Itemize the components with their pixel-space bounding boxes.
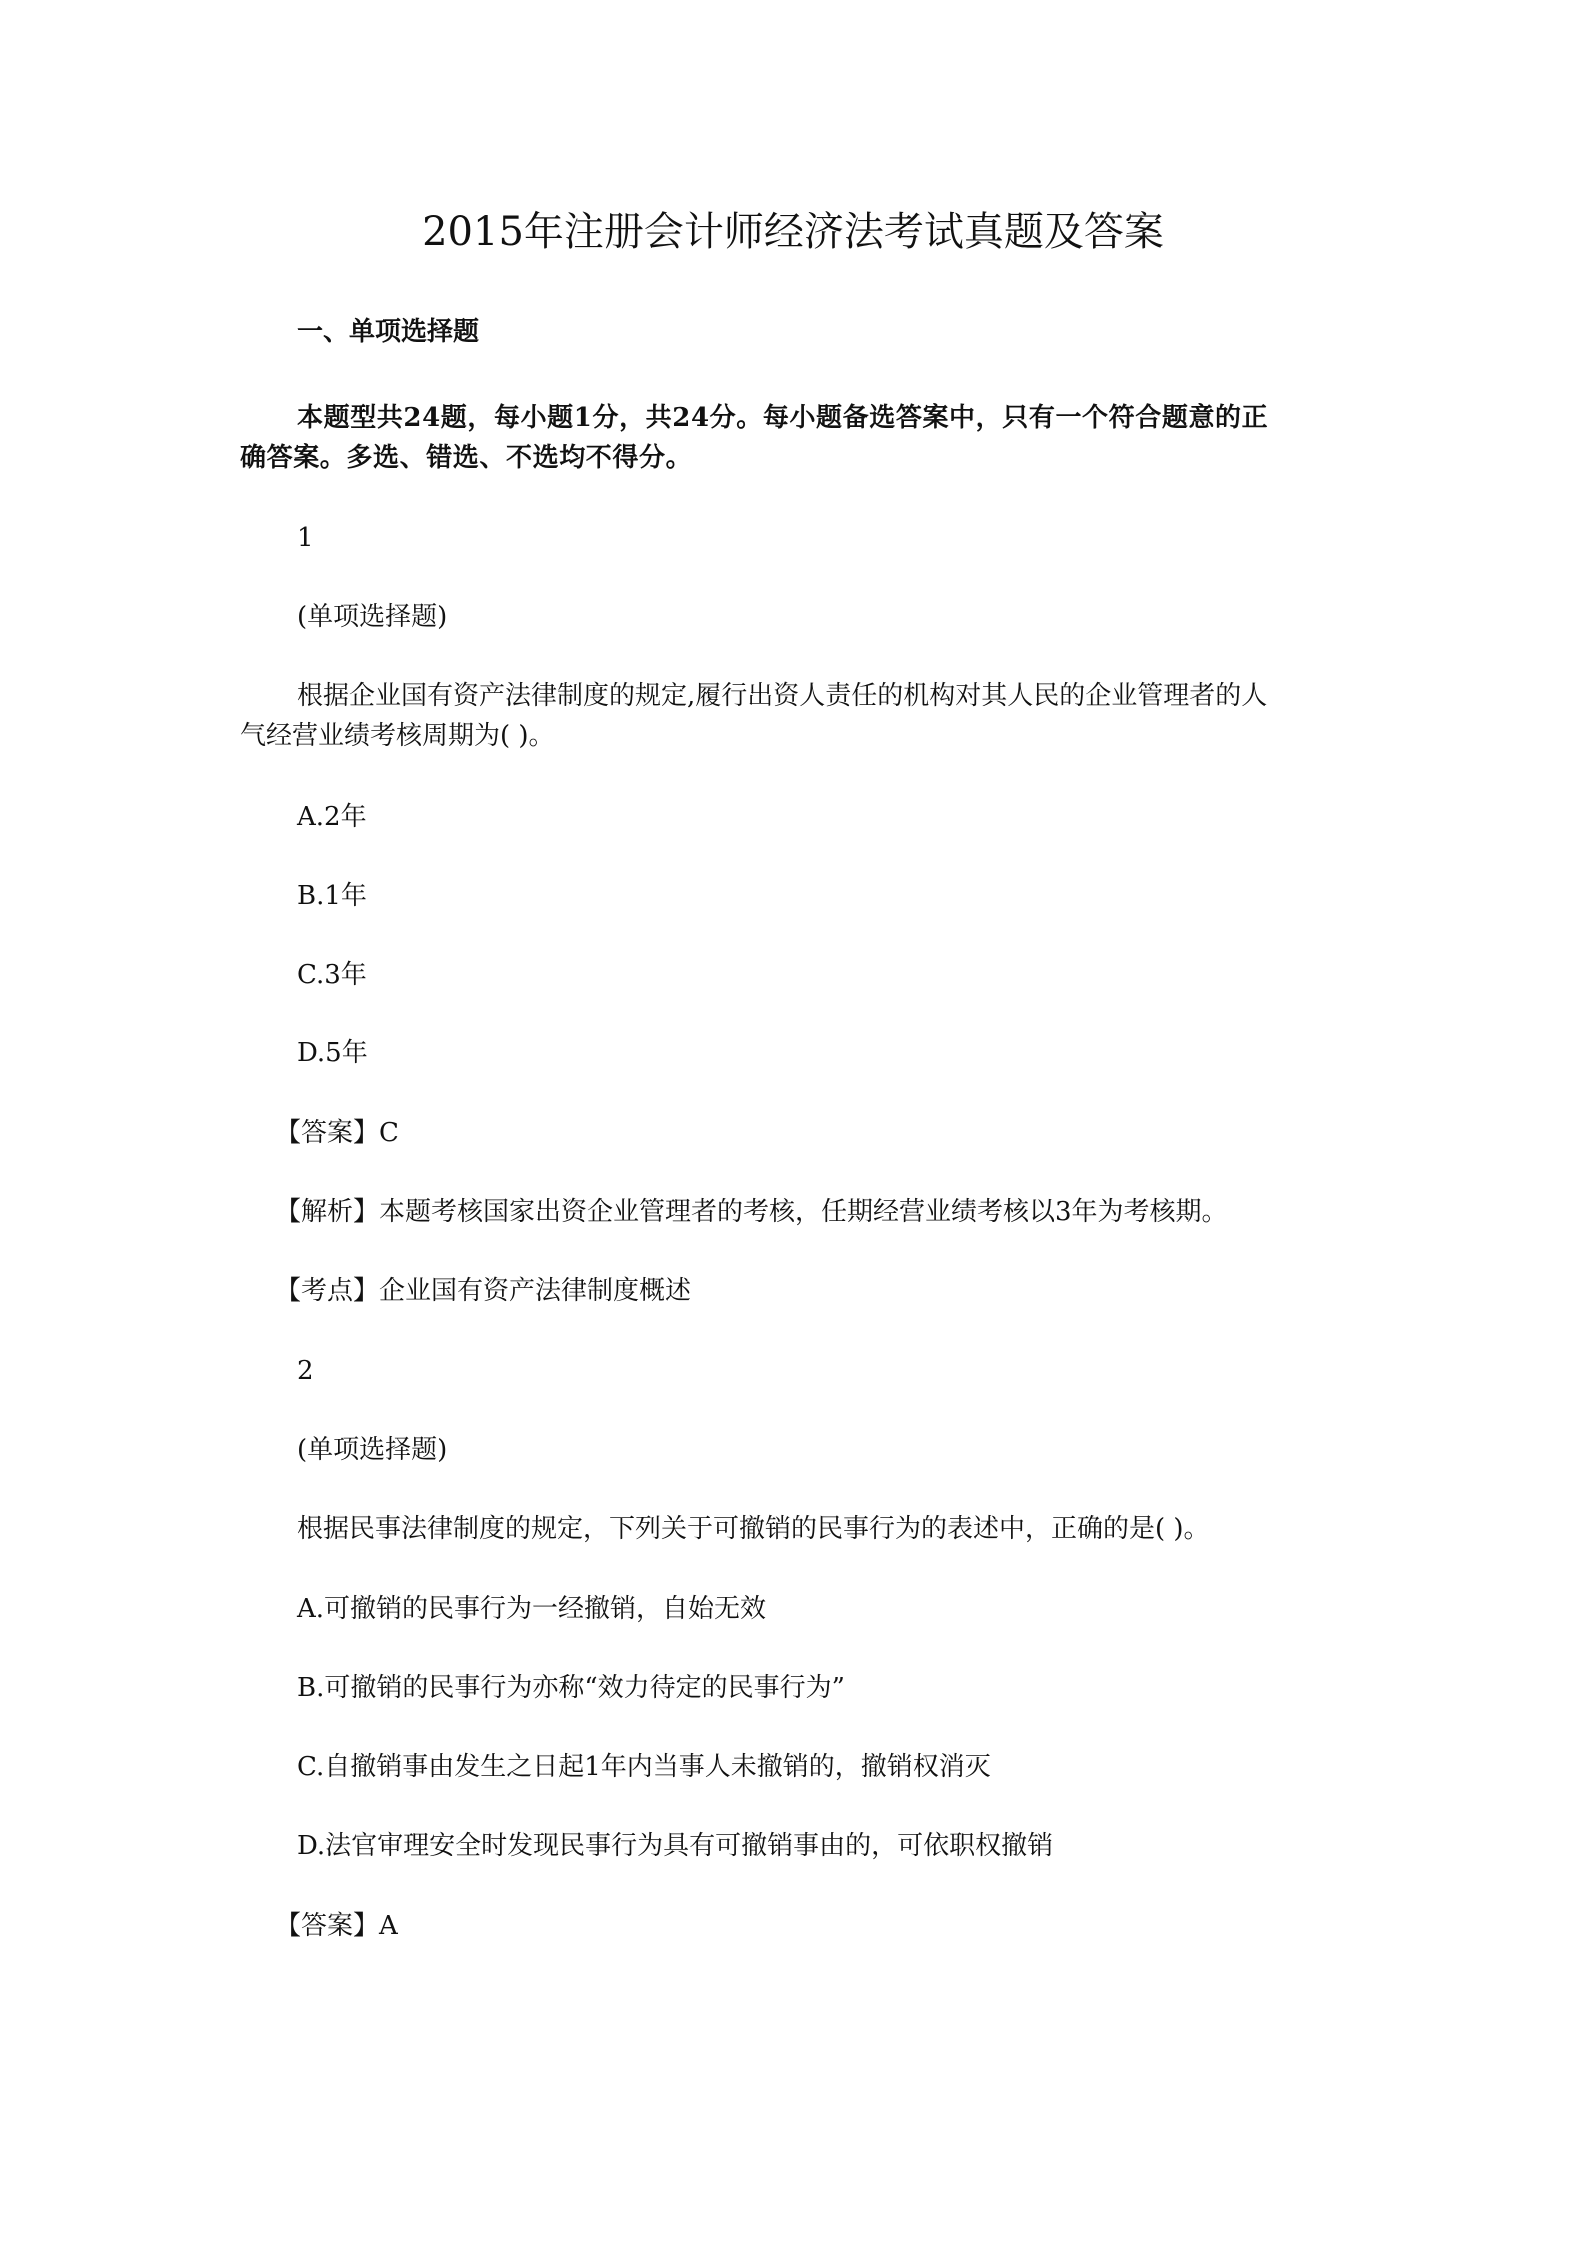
question-stem: 根据民事法律制度的规定，下列关于可撤销的民事行为的表述中，正确的是( )。 bbox=[297, 1514, 1210, 1544]
question-stem-line-1: 根据企业国有资产法律制度的规定,履行出资人责任的机构对其人民的企业管理者的人 bbox=[297, 681, 1268, 711]
answer: 【答案】A bbox=[275, 1911, 398, 1941]
question-number: 2 bbox=[297, 1356, 314, 1386]
option-b: B.1年 bbox=[297, 881, 367, 911]
question-number: 1 bbox=[297, 523, 314, 553]
option-c: C.自撤销事由发生之日起1年内当事人未撤销的，撤销权消灭 bbox=[297, 1752, 991, 1782]
option-d: D.5年 bbox=[297, 1038, 368, 1068]
instructions-line-1: 本题型共24题，每小题1分，共24分。每小题备选答案中，只有一个符合题意的正 bbox=[297, 403, 1269, 433]
document-title: 2015年注册会计师经济法考试真题及答案 bbox=[422, 209, 1164, 255]
option-a: A.可撤销的民事行为一经撤销，自始无效 bbox=[297, 1594, 767, 1624]
option-d: D.法官审理安全时发现民事行为具有可撤销事由的，可依职权撤销 bbox=[297, 1831, 1054, 1861]
question-stem bbox=[240, 676, 1350, 756]
question-type: (单项选择题) bbox=[297, 602, 448, 632]
question-stem-line-2: 气经营业绩考核周期为( )。 bbox=[240, 721, 555, 751]
answer: 【答案】C bbox=[275, 1118, 399, 1148]
instructions-line-2: 确答案。多选、错选、不选均不得分。 bbox=[240, 443, 693, 473]
analysis: 【解析】本题考核国家出资企业管理者的考核，任期经营业绩考核以3年为考核期。 bbox=[275, 1197, 1228, 1227]
section-instructions bbox=[240, 398, 1350, 478]
question-type: (单项选择题) bbox=[297, 1435, 448, 1465]
option-b: B.可撤销的民事行为亦称“效力待定的民事行为” bbox=[297, 1673, 845, 1703]
topic: 【考点】企业国有资产法律制度概述 bbox=[275, 1276, 692, 1306]
option-a: A.2年 bbox=[297, 802, 367, 832]
section-heading: 一、单项选择题 bbox=[297, 317, 480, 347]
option-c: C.3年 bbox=[297, 960, 367, 990]
